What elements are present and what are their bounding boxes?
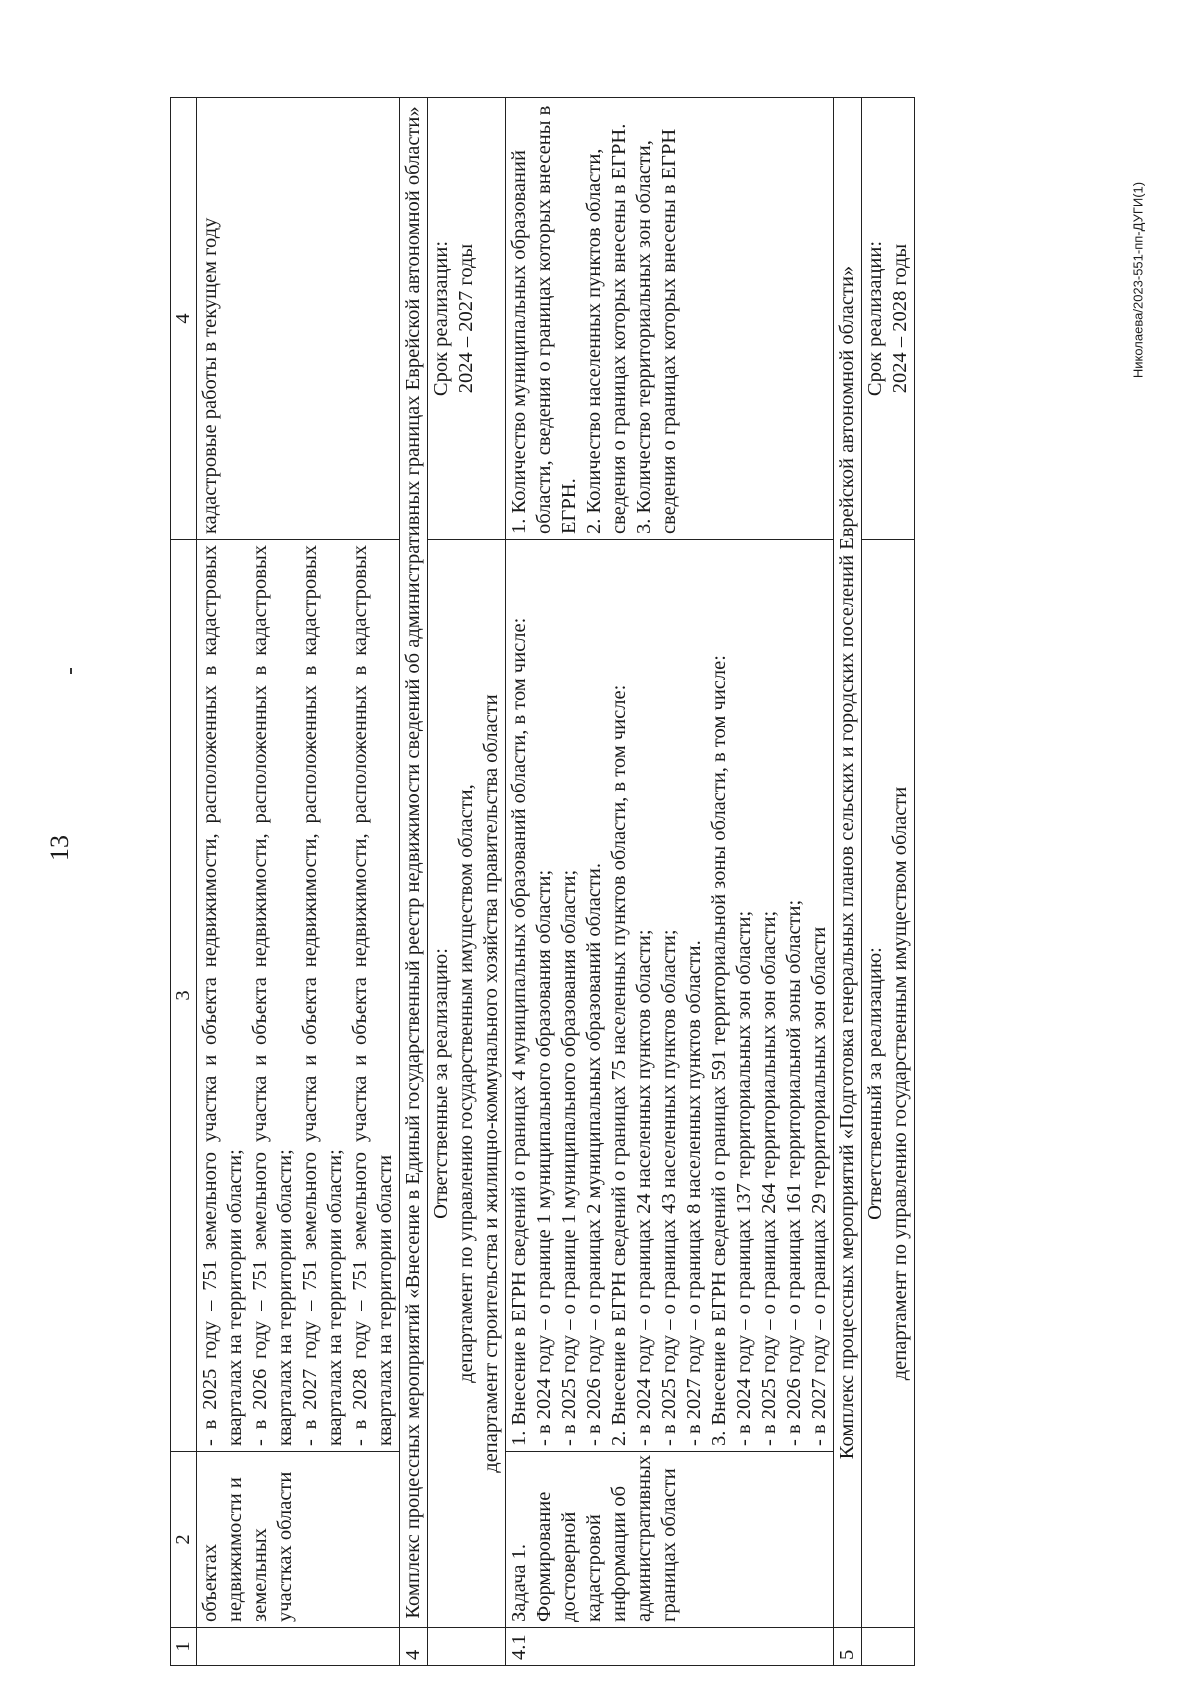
task-4-1-indicators <box>506 98 834 540</box>
measure-line: - в 2024 году – о границах 137 территориальных зон области; <box>733 910 755 1446</box>
section-4-title-row <box>400 98 428 1666</box>
plan-line: - в 2025 году – 751 земельного участка и объекта недвижимости, расположенных в кадастровых кварталах на территории области; <box>199 545 246 1446</box>
section-5-responsible-row <box>862 98 915 1666</box>
program-table <box>170 97 915 1666</box>
responsible-label: Ответственные за реализацию: <box>430 948 452 1219</box>
measure-line: - в 2026 году – о границах 2 муниципальных образований области. <box>583 862 605 1446</box>
plan-line: - в 2028 году – 751 земельного участка и объекта недвижимости, расположенных в кадастровых кварталах на территории области <box>349 545 396 1446</box>
plan-line: - в 2026 году – 751 земельного участка и объекта недвижимости, расположенных в кадастровых кварталах на территории области; <box>249 545 296 1446</box>
empty-cell <box>862 1628 915 1666</box>
header-cell-2: 2 <box>171 1452 197 1628</box>
scan-speck <box>70 668 72 674</box>
page-number: 13 <box>45 835 74 861</box>
task-4-1-description: Задача 1. Формирование достоверной кадастровой информации об административных границах области <box>506 1452 834 1628</box>
measure-line: - в 2025 году – о границах 264 территориальных зон области; <box>758 910 780 1446</box>
indicator-text: кадастровые работы в текущем году <box>199 217 221 534</box>
table-header-row <box>171 98 197 1666</box>
term-value: 2024 – 2027 годы <box>455 243 477 394</box>
objects-description: объектах недвижимости и земельных участках области <box>197 1452 400 1628</box>
indicator-line: 1. Количество муниципальных образований области, сведения о границах которых внесены в ЕГРН. <box>508 105 580 534</box>
table-row-objects <box>197 98 400 1666</box>
task-4-1-row <box>506 98 834 1666</box>
header-cell-1: 1 <box>171 1628 197 1666</box>
objects-yearly-plan <box>197 540 400 1452</box>
section-4-number: 4 <box>400 1628 428 1666</box>
measure-line: - в 2025 году – о границах 43 населенных пунктов области; <box>658 929 680 1446</box>
plan-line: - в 2027 году – 751 земельного участка и объекта недвижимости, расположенных в кадастровых кварталах на территории области; <box>299 545 346 1446</box>
measure-line: - в 2027 году – о границах 29 территориальных зон области <box>808 926 830 1446</box>
measure-line: - в 2026 году – о границах 161 территориальной зоны области; <box>783 899 805 1446</box>
responsible-label: Ответственный за реализацию: <box>864 947 886 1220</box>
objects-indicator <box>197 98 400 540</box>
section-5-title: Комплекс процессных мероприятий «Подготовка генеральных планов сельских и городских поселений Еврейской автономной области» <box>834 98 862 1628</box>
section-4-term <box>428 98 506 540</box>
section-5-responsible <box>862 540 915 1628</box>
measure-line: 3. Внесение в ЕГРН сведений о границах 591 территориальной зоны области, в том числе: <box>708 655 730 1446</box>
term-value: 2024 – 2028 годы <box>889 243 911 394</box>
measure-line: 1. Внесение в ЕГРН сведений о границах 4 муниципальных образований области, в том числе: <box>508 617 530 1446</box>
section-5-title-row <box>834 98 862 1666</box>
term-label: Срок реализации: <box>430 240 452 397</box>
responsible-department-1: департамент по управлению государственным имуществом области, <box>455 784 477 1383</box>
section-4-title: Комплекс процессных мероприятий «Внесение в Единый государственный реестр недвижимости сведений об административных границах Еврейской автономной области» <box>400 98 428 1628</box>
section-4-responsible-row <box>428 98 506 1666</box>
responsible-department-2: департамент строительства и жилищно-коммунального хозяйства правительства области <box>480 694 502 1473</box>
indicator-line: 3. Количество территориальных зон области, сведения о границах которых внесены в ЕГРН <box>633 128 680 534</box>
section-5-term <box>862 98 915 540</box>
section-4-responsible <box>428 540 506 1628</box>
indicator-line: 2. Количество населенных пунктов области, сведения о границах которых внесены в ЕГРН. <box>583 123 630 534</box>
empty-cell <box>428 1628 506 1666</box>
header-cell-3: 3 <box>171 540 197 1452</box>
measure-line: - в 2027 году – о границах 8 населенных пунктов области. <box>683 940 705 1446</box>
footer-document-code: Николаева/2023-551-пп-ДУГИ(1) <box>1130 181 1146 379</box>
term-label: Срок реализации: <box>864 240 886 397</box>
row-number-cell <box>197 1628 400 1666</box>
measure-line: 2. Внесение в ЕГРН сведений о границах 75 населенных пунктов области, в том числе: <box>608 684 630 1446</box>
task-4-1-measures <box>506 540 834 1452</box>
responsible-department-1: департамент по управлению государственным имуществом области <box>889 786 911 1381</box>
measure-line: - в 2024 году – о границах 24 населенных пунктов области; <box>633 929 655 1446</box>
measure-line: - в 2024 году – о границе 1 муниципального образования области; <box>533 869 555 1446</box>
header-cell-4: 4 <box>171 98 197 540</box>
section-5-number: 5 <box>834 1628 862 1666</box>
rotated-table-area <box>170 98 1100 1666</box>
measure-line: - в 2025 году – о границе 1 муниципального образования области; <box>558 869 580 1446</box>
task-4-1-number: 4.1 <box>506 1628 834 1666</box>
